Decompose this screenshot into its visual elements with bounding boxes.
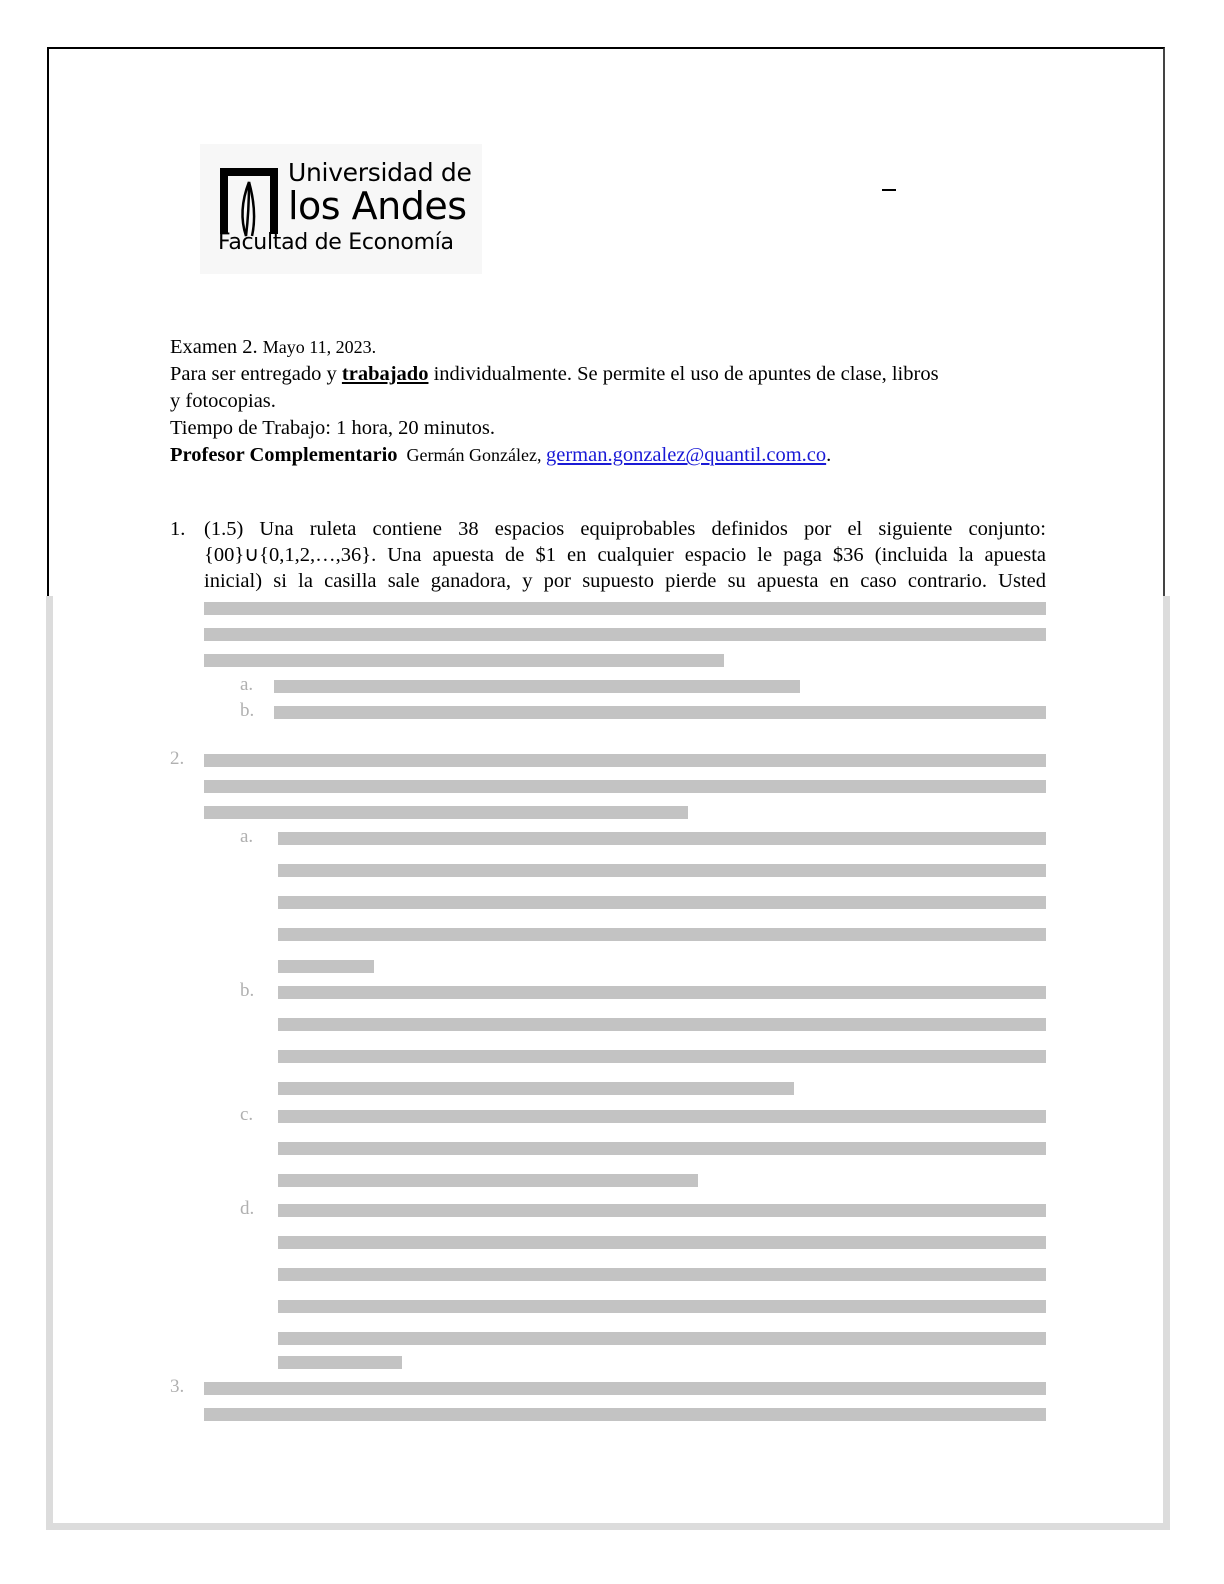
redaction-frame — [46, 596, 1170, 1530]
instructions-text-a: Para ser entregado y — [170, 363, 342, 385]
exam-title-line — [170, 334, 1050, 361]
exam-title: Examen 2. — [170, 336, 258, 358]
list-marker: a. — [240, 674, 254, 695]
professor-name: Germán González, — [397, 445, 546, 465]
logo-text-los-andes: los Andes — [288, 184, 467, 228]
email-period: . — [826, 444, 832, 466]
instructions-text-b: individualmente. Se permite el uso de apuntes de clase, libros — [428, 363, 939, 385]
instructions-line — [170, 361, 1050, 388]
page-border — [47, 47, 1165, 597]
header-dash — [882, 189, 896, 191]
andes-shield-icon — [216, 160, 282, 240]
question-line: (1.5) Una ruleta contiene 38 espacios equiprobables definidos por el siguiente conjunto: — [204, 518, 1046, 540]
list-marker: c. — [240, 1104, 254, 1125]
list-marker: 2. — [170, 748, 185, 769]
exam-date: Mayo 11, 2023. — [262, 337, 377, 357]
question-number: 1. — [170, 518, 186, 540]
list-marker: d. — [240, 1198, 255, 1219]
logo-text-facultad: Facultad de Economía — [218, 230, 454, 255]
logo-text-universidad: Universidad de — [288, 158, 472, 187]
instructions-emphasis: trabajado — [341, 363, 429, 385]
list-marker: b. — [240, 700, 255, 721]
professor-email-link[interactable]: german.gonzalez@quantil.com.co — [545, 444, 827, 466]
instructions-line-2: y fotocopias. — [170, 390, 276, 412]
question-line: inicial) si la casilla sale ganadora, y por supuesto pierde su apuesta en caso contrario. Usted — [204, 570, 1046, 592]
question-text — [204, 516, 1046, 594]
exam-header — [170, 334, 1050, 469]
professor-label: Profesor Complementario — [170, 444, 398, 466]
question-line: {00}∪{0,1,2,…,36}. Una apuesta de $1 en cualquier espacio le paga $36 (incluida la apuesta — [204, 544, 1046, 566]
list-marker: 3. — [170, 1376, 185, 1397]
university-logo — [200, 144, 482, 274]
list-marker: a. — [240, 826, 254, 847]
professor-line — [170, 442, 1050, 469]
question-1 — [170, 516, 1046, 594]
list-marker: b. — [240, 980, 255, 1001]
time-limit: Tiempo de Trabajo: 1 hora, 20 minutos. — [170, 417, 495, 439]
